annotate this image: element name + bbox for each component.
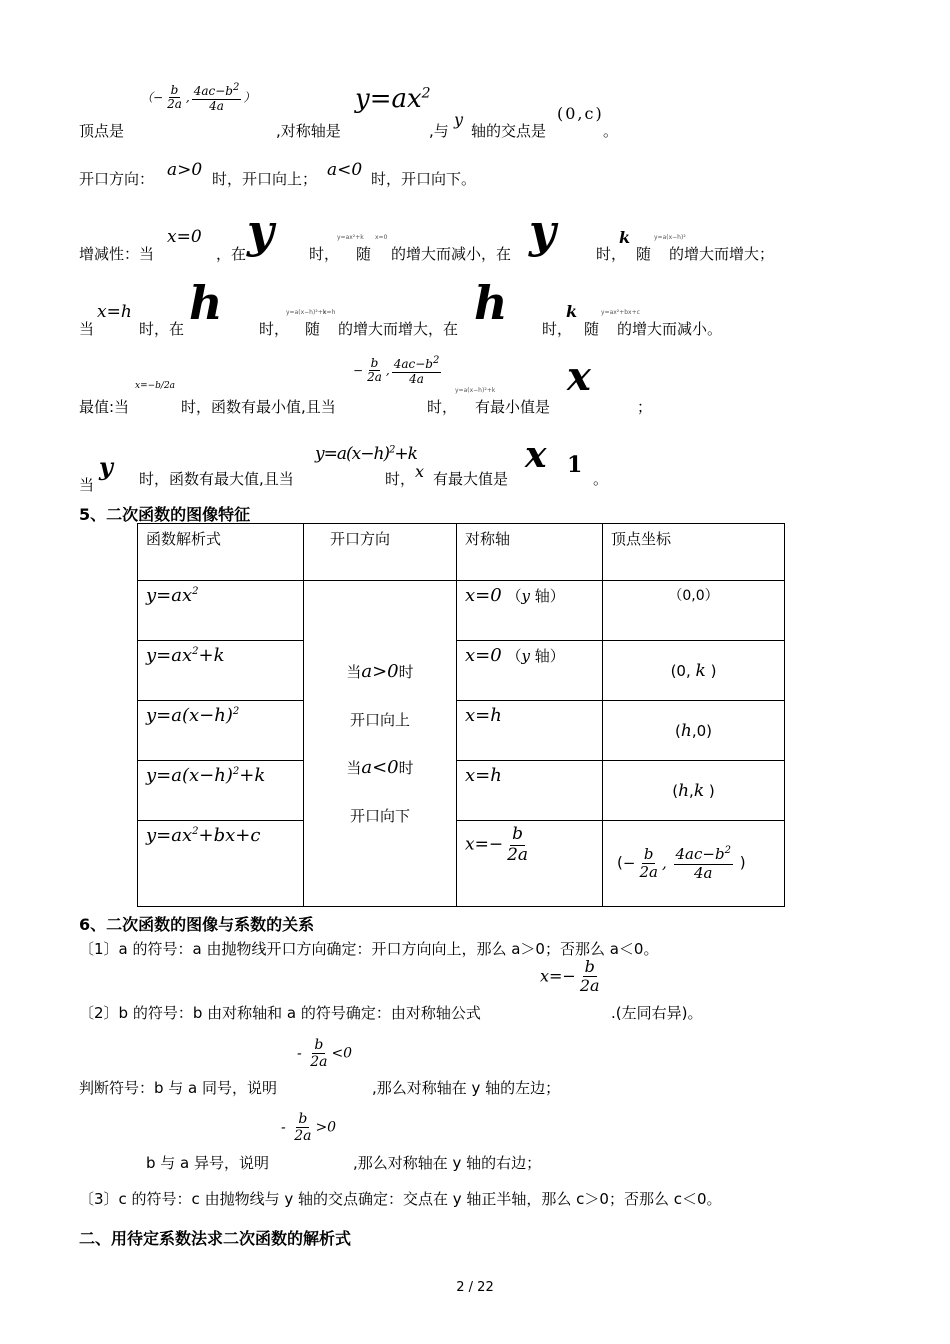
frac-num: b bbox=[512, 824, 523, 844]
frac-den: 2a bbox=[167, 97, 182, 112]
judge-formula-2 bbox=[281, 1111, 336, 1144]
function-cell bbox=[138, 701, 304, 761]
exponent: 2 bbox=[192, 826, 199, 837]
table-row bbox=[138, 581, 785, 641]
frac-den: 4a bbox=[693, 863, 713, 882]
extreme-label: 最值:当 bbox=[79, 398, 130, 416]
section-6-line-2: 〔2〕b 的符号：b 由对称轴和 a 的符号确定：由对称轴公式 bbox=[79, 1004, 481, 1022]
table-row bbox=[138, 701, 785, 761]
frac-num: 4ac−b bbox=[675, 845, 725, 864]
intersect-label: ,与 bbox=[429, 122, 449, 140]
opening-text-2: 时，开口向下。 bbox=[371, 170, 477, 188]
mono-cond: x=h bbox=[97, 302, 132, 322]
opening-line bbox=[79, 160, 779, 190]
table-header: 开口方向 bbox=[304, 524, 457, 581]
paren-open: （ bbox=[141, 90, 154, 105]
monotonicity-line-1 bbox=[79, 204, 879, 267]
opening-label: 开口方向： bbox=[79, 170, 155, 188]
exponent: 2 bbox=[421, 85, 431, 102]
var-k: k bbox=[693, 780, 705, 801]
frac-num: 4ac−b bbox=[193, 84, 233, 98]
text: 时， bbox=[309, 245, 340, 263]
opening-cell bbox=[304, 581, 457, 907]
exponent: 2 bbox=[432, 355, 440, 366]
big-y-2: y bbox=[529, 204, 556, 258]
table-header: 顶点坐标 bbox=[603, 524, 785, 581]
function-tail: +k bbox=[198, 645, 225, 666]
relation: <0 bbox=[331, 1045, 353, 1062]
section-6-heading: 6、二次函数的图像与系数的关系 bbox=[79, 915, 315, 934]
var-y: y bbox=[521, 647, 530, 665]
var-y: y bbox=[99, 452, 113, 481]
text: 时， bbox=[596, 245, 627, 263]
expr-tail: +k bbox=[394, 444, 417, 464]
frac-den: 2a bbox=[310, 1054, 328, 1071]
function-base: y=ax bbox=[146, 585, 193, 606]
frac-den: 4a bbox=[409, 371, 424, 386]
text: 的增大而增大，在 bbox=[338, 320, 459, 338]
comma: , bbox=[185, 90, 190, 105]
vertex-formula bbox=[141, 82, 255, 114]
section-6-line-2-post: .(左同右异)。 bbox=[611, 1004, 703, 1022]
expr-base: y=a(x−h) bbox=[315, 444, 390, 464]
extreme-vertex-formula: − $\frac{b}{2a}$ , $\frac{4ac-b^2}{4a}$ bbox=[353, 355, 440, 386]
var-k: k bbox=[695, 660, 706, 681]
page-number: 2 / 22 bbox=[456, 1280, 494, 1295]
text: 随 bbox=[584, 320, 600, 338]
line2-formula bbox=[540, 958, 604, 996]
section-two-heading: 二、用待定系数法求二次函数的解析式 bbox=[79, 1229, 352, 1248]
axis-cell: x=h bbox=[457, 761, 603, 821]
feature-table bbox=[137, 523, 785, 907]
text: 时，函数有最小值,且当 bbox=[181, 398, 336, 416]
intersect-label-2: 轴的交点是 bbox=[471, 122, 547, 140]
axis-expr-base: y=ax bbox=[355, 84, 422, 114]
table-row bbox=[138, 761, 785, 821]
tiny-formula-2: x=h bbox=[323, 309, 336, 316]
function-base: y=ax bbox=[146, 825, 193, 846]
big-y-1: y bbox=[247, 204, 274, 258]
function-base: y=a(x−h) bbox=[146, 765, 233, 786]
tiny-formula-2: x=0 bbox=[375, 234, 388, 241]
comma: , bbox=[661, 853, 667, 872]
text: 的增大而增大； bbox=[669, 245, 775, 263]
exponent: 2 bbox=[232, 706, 240, 717]
monotonicity-line-2 bbox=[79, 276, 879, 343]
section-6-line-1: 〔1〕a 的符号：a 由抛物线开口方向确定：开口方向向上，那么 a＞0；否那么 a＜0。 bbox=[79, 940, 659, 958]
section-6-line-3: 〔3〕c 的符号：c 由抛物线与 y 轴的交点确定：交点在 y 轴正半轴，那么 c＞0；否那么 c＜0。 bbox=[79, 1190, 722, 1208]
tiny-formula-1: y=ax²+k bbox=[337, 234, 364, 241]
frac-den: 4a bbox=[209, 98, 224, 113]
vertex-cell bbox=[603, 821, 785, 907]
cond-negative: a<0 bbox=[327, 160, 363, 180]
text: 时， bbox=[259, 320, 290, 338]
text: 随 bbox=[305, 320, 321, 338]
frac-num: b bbox=[314, 1037, 324, 1053]
function-cell bbox=[138, 581, 304, 641]
axis-expr: x=0 bbox=[465, 645, 502, 666]
tiny-formula-1: y=a(x−h)²+k bbox=[286, 309, 327, 316]
text: 时，函数有最大值,且当 bbox=[139, 470, 294, 488]
judge-line-post: ,那么对称轴在 y 轴的左边； bbox=[372, 1079, 561, 1097]
tiny-formula: y=a(x−h)²+k bbox=[455, 387, 496, 394]
axis-label: ,对称轴是 bbox=[276, 122, 341, 140]
text: ) bbox=[705, 661, 717, 680]
relation: >0 bbox=[315, 1119, 337, 1136]
period: 。 bbox=[603, 122, 619, 140]
intersect-point: (0,c) bbox=[557, 104, 604, 123]
minus-sign: − bbox=[622, 853, 636, 872]
axis-cell bbox=[457, 641, 603, 701]
text: 有最大值是 bbox=[433, 470, 509, 488]
paren-close: ） bbox=[243, 90, 256, 105]
diff-line-post: ,那么对称轴在 y 轴的右边； bbox=[353, 1154, 542, 1172]
table-row bbox=[138, 821, 785, 907]
var-k: k bbox=[566, 302, 578, 321]
var-y: y bbox=[521, 587, 530, 605]
opening-text-1: 时，开口向上； bbox=[212, 170, 318, 188]
vertex-cell bbox=[603, 641, 785, 701]
cond-negative: a<0 bbox=[361, 756, 399, 778]
text: x=− bbox=[540, 966, 576, 986]
big-x: x bbox=[525, 434, 547, 476]
function-cell bbox=[138, 641, 304, 701]
text: （ bbox=[506, 647, 522, 665]
frac-den: 2a bbox=[579, 976, 600, 996]
table-header-row bbox=[138, 524, 785, 581]
big-h-1: h bbox=[189, 276, 223, 330]
section-5-heading: 5、二次函数的图像特征 bbox=[79, 505, 251, 524]
text: 随 bbox=[356, 245, 372, 263]
text: （ bbox=[506, 587, 522, 605]
table-header: 函数解析式 bbox=[138, 524, 304, 581]
judge-line-pre: 判断符号：b 与 a 同号，说明 bbox=[79, 1079, 278, 1097]
text: , bbox=[689, 781, 694, 800]
exponent: 2 bbox=[232, 766, 240, 777]
text: 随 bbox=[636, 245, 652, 263]
minus-sign: - bbox=[281, 1119, 286, 1136]
exponent: 2 bbox=[192, 586, 199, 597]
minus-sign: − bbox=[153, 90, 164, 105]
big-h-2: h bbox=[474, 276, 508, 330]
text: 当 bbox=[346, 662, 362, 681]
text: ( bbox=[675, 721, 681, 740]
axis-expr bbox=[355, 84, 431, 114]
frac-num: b bbox=[170, 82, 179, 97]
text: 的增大而减小。 bbox=[617, 320, 723, 338]
axis-cell bbox=[457, 581, 603, 641]
function-cell bbox=[138, 761, 304, 821]
cond-positive: a>0 bbox=[361, 660, 399, 682]
text: 时， bbox=[542, 320, 573, 338]
mono-label: 增减性：当 bbox=[79, 245, 155, 263]
axis-cell bbox=[457, 821, 603, 907]
text: 当 bbox=[79, 320, 95, 338]
judge-formula-1 bbox=[297, 1037, 352, 1070]
text: 当 bbox=[79, 476, 95, 494]
extreme-line-1 bbox=[79, 355, 879, 415]
function-base: y=ax bbox=[146, 645, 193, 666]
text: 有最小值是 bbox=[475, 398, 551, 416]
big-x-sub: 1 bbox=[567, 452, 583, 478]
var-k: k bbox=[619, 228, 631, 247]
text: 。 bbox=[593, 470, 609, 488]
extreme-line-2 bbox=[79, 434, 879, 494]
vertex-cell: （0,0） bbox=[603, 581, 785, 641]
text: ,0) bbox=[691, 721, 712, 740]
text: ( bbox=[617, 853, 623, 872]
tiny-formula-3: y=a(x−h)² bbox=[654, 234, 686, 241]
var-h: h bbox=[678, 780, 690, 801]
frac-den: 2a bbox=[367, 370, 382, 385]
text: 时， bbox=[427, 398, 458, 416]
exponent: 2 bbox=[724, 845, 731, 857]
text: 当 bbox=[346, 758, 362, 777]
table-row bbox=[138, 641, 785, 701]
function-tail: +bx+c bbox=[198, 825, 261, 846]
opening-up: 开口向上 bbox=[349, 710, 410, 729]
cond-positive: a>0 bbox=[167, 160, 203, 180]
tiny-formula-3: y=ax²+bx+c bbox=[601, 309, 640, 316]
text: ，在 bbox=[216, 245, 247, 263]
frac-num: b bbox=[298, 1111, 308, 1127]
frac-num: b bbox=[643, 844, 654, 863]
frac-den: 2a bbox=[507, 844, 529, 865]
diff-line-pre: b 与 a 异号，说明 bbox=[146, 1154, 270, 1172]
text: (0, bbox=[670, 661, 696, 680]
text: ( bbox=[672, 781, 679, 800]
minus-sign: - bbox=[297, 1045, 302, 1062]
frac-num: b bbox=[370, 355, 379, 370]
frac-num: 4ac−b bbox=[393, 357, 433, 371]
vertex-label: 顶点是 bbox=[79, 122, 125, 140]
text: 轴） bbox=[534, 587, 565, 605]
opening-down: 开口向下 bbox=[349, 806, 410, 825]
big-x: x bbox=[567, 353, 591, 400]
vertex-cell bbox=[603, 761, 785, 821]
axis-expr: x=0 bbox=[465, 585, 502, 606]
text: ； bbox=[637, 398, 653, 416]
frac-den: 2a bbox=[294, 1128, 312, 1145]
text: ) bbox=[704, 781, 715, 800]
extreme-cond: x=−b/2a bbox=[135, 381, 176, 391]
frac-num: b bbox=[584, 957, 595, 976]
var-h: h bbox=[680, 720, 692, 741]
function-tail: +k bbox=[239, 765, 266, 786]
table-header: 对称轴 bbox=[457, 524, 603, 581]
vertex-line bbox=[79, 78, 899, 138]
text: 时 bbox=[398, 758, 414, 777]
var-x: x bbox=[415, 462, 425, 481]
exponent: 2 bbox=[232, 82, 240, 93]
text: 时， bbox=[385, 470, 416, 488]
exponent: 2 bbox=[192, 646, 199, 657]
text: ) bbox=[739, 853, 746, 872]
function-cell bbox=[138, 821, 304, 907]
text: 时，在 bbox=[139, 320, 185, 338]
exponent: 2 bbox=[389, 444, 395, 456]
vertex-cell bbox=[603, 701, 785, 761]
axis-cell: x=h bbox=[457, 701, 603, 761]
extreme-expr bbox=[315, 444, 417, 464]
intersect-var: y bbox=[454, 110, 464, 129]
function-base: y=a(x−h) bbox=[146, 705, 233, 726]
text: 的增大而减小，在 bbox=[391, 245, 512, 263]
text: 时 bbox=[398, 662, 414, 681]
text: x=− bbox=[465, 834, 504, 855]
text: 轴） bbox=[534, 647, 565, 665]
frac-den: 2a bbox=[639, 863, 658, 881]
mono-cond: x=0 bbox=[167, 227, 202, 247]
